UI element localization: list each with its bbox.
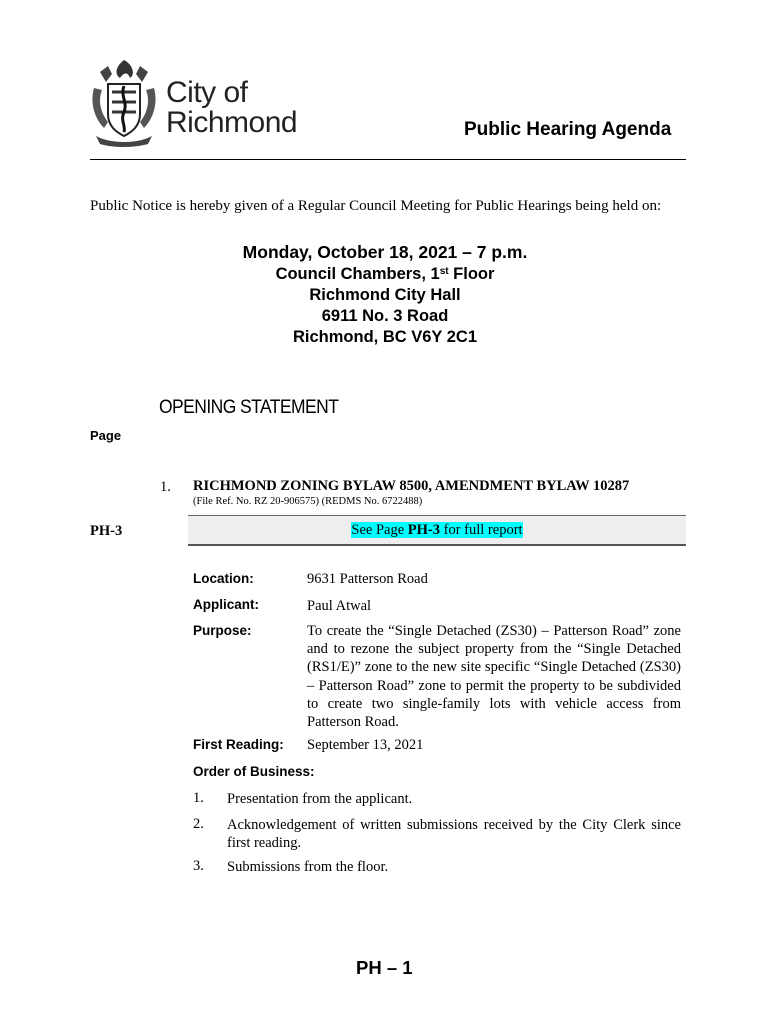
meeting-building: Richmond City Hall [309,286,461,304]
first-reading-label: First Reading: [193,737,284,752]
page-footer: PH – 1 [356,957,413,978]
location-label: Location: [193,571,254,586]
logo-text-line1: City of [166,76,248,109]
see-page-box [188,515,686,546]
meeting-street: 6911 No. 3 Road [321,307,449,325]
page-column-label: Page [90,428,122,443]
order-item-text: Submissions from the floor. [227,859,389,875]
purpose-label: Purpose: [193,623,252,638]
order-of-business-label: Order of Business: [193,764,315,779]
public-notice: Public Notice is hereby given of a Regular Council Meeting for Public Hearings being held on: [90,198,662,214]
order-item-text: Presentation from the applicant. [227,791,413,807]
logo-text-line2: Richmond [166,106,298,139]
meeting-venue: Council Chambers, 1st Floor [275,265,495,283]
purpose-value: To create the “Single Detached (ZS30) – Patterson Road” zone and to rezone the subject property from the “Single Detached (RS1/E)” zone to the new site specific “Single Detached (ZS30) – Patterson Road” zone to permit the property to be subdivided to create two single-family lots with vehicle access from Patterson Road. [307,623,681,731]
first-reading-value: September 13, 2021 [307,737,424,753]
opening-statement-heading: OPENING STATEMENT [159,397,339,418]
meeting-date: Monday, October 18, 2021 – 7 p.m. [242,242,528,262]
see-page-link[interactable]: See Page PH-3 for full report [351,522,523,538]
order-item-number: 1. [193,790,204,806]
item-title: RICHMOND ZONING BYLAW 8500, AMENDMENT BYLAW 10287 [193,478,630,494]
city-logo [86,52,296,152]
meeting-details [150,240,620,348]
order-item-number: 2. [193,816,204,832]
order-item-number: 3. [193,858,204,874]
applicant-value: Paul Atwal [307,598,372,614]
order-item-text: Acknowledgement of written submissions received by the City Clerk since first reading. [227,817,681,851]
item-number: 1. [160,479,171,495]
item-page-reference: PH-3 [90,523,123,539]
document-title: Public Hearing Agenda [464,119,672,140]
location-value: 9631 Patterson Road [307,571,428,587]
applicant-label: Applicant: [193,597,259,612]
header-divider [90,159,686,160]
item-file-reference: (File Ref. No. RZ 20-906575) (REDMS No. 6722488) [193,496,423,507]
city-crest-icon [86,52,162,148]
meeting-city: Richmond, BC V6Y 2C1 [293,328,477,346]
